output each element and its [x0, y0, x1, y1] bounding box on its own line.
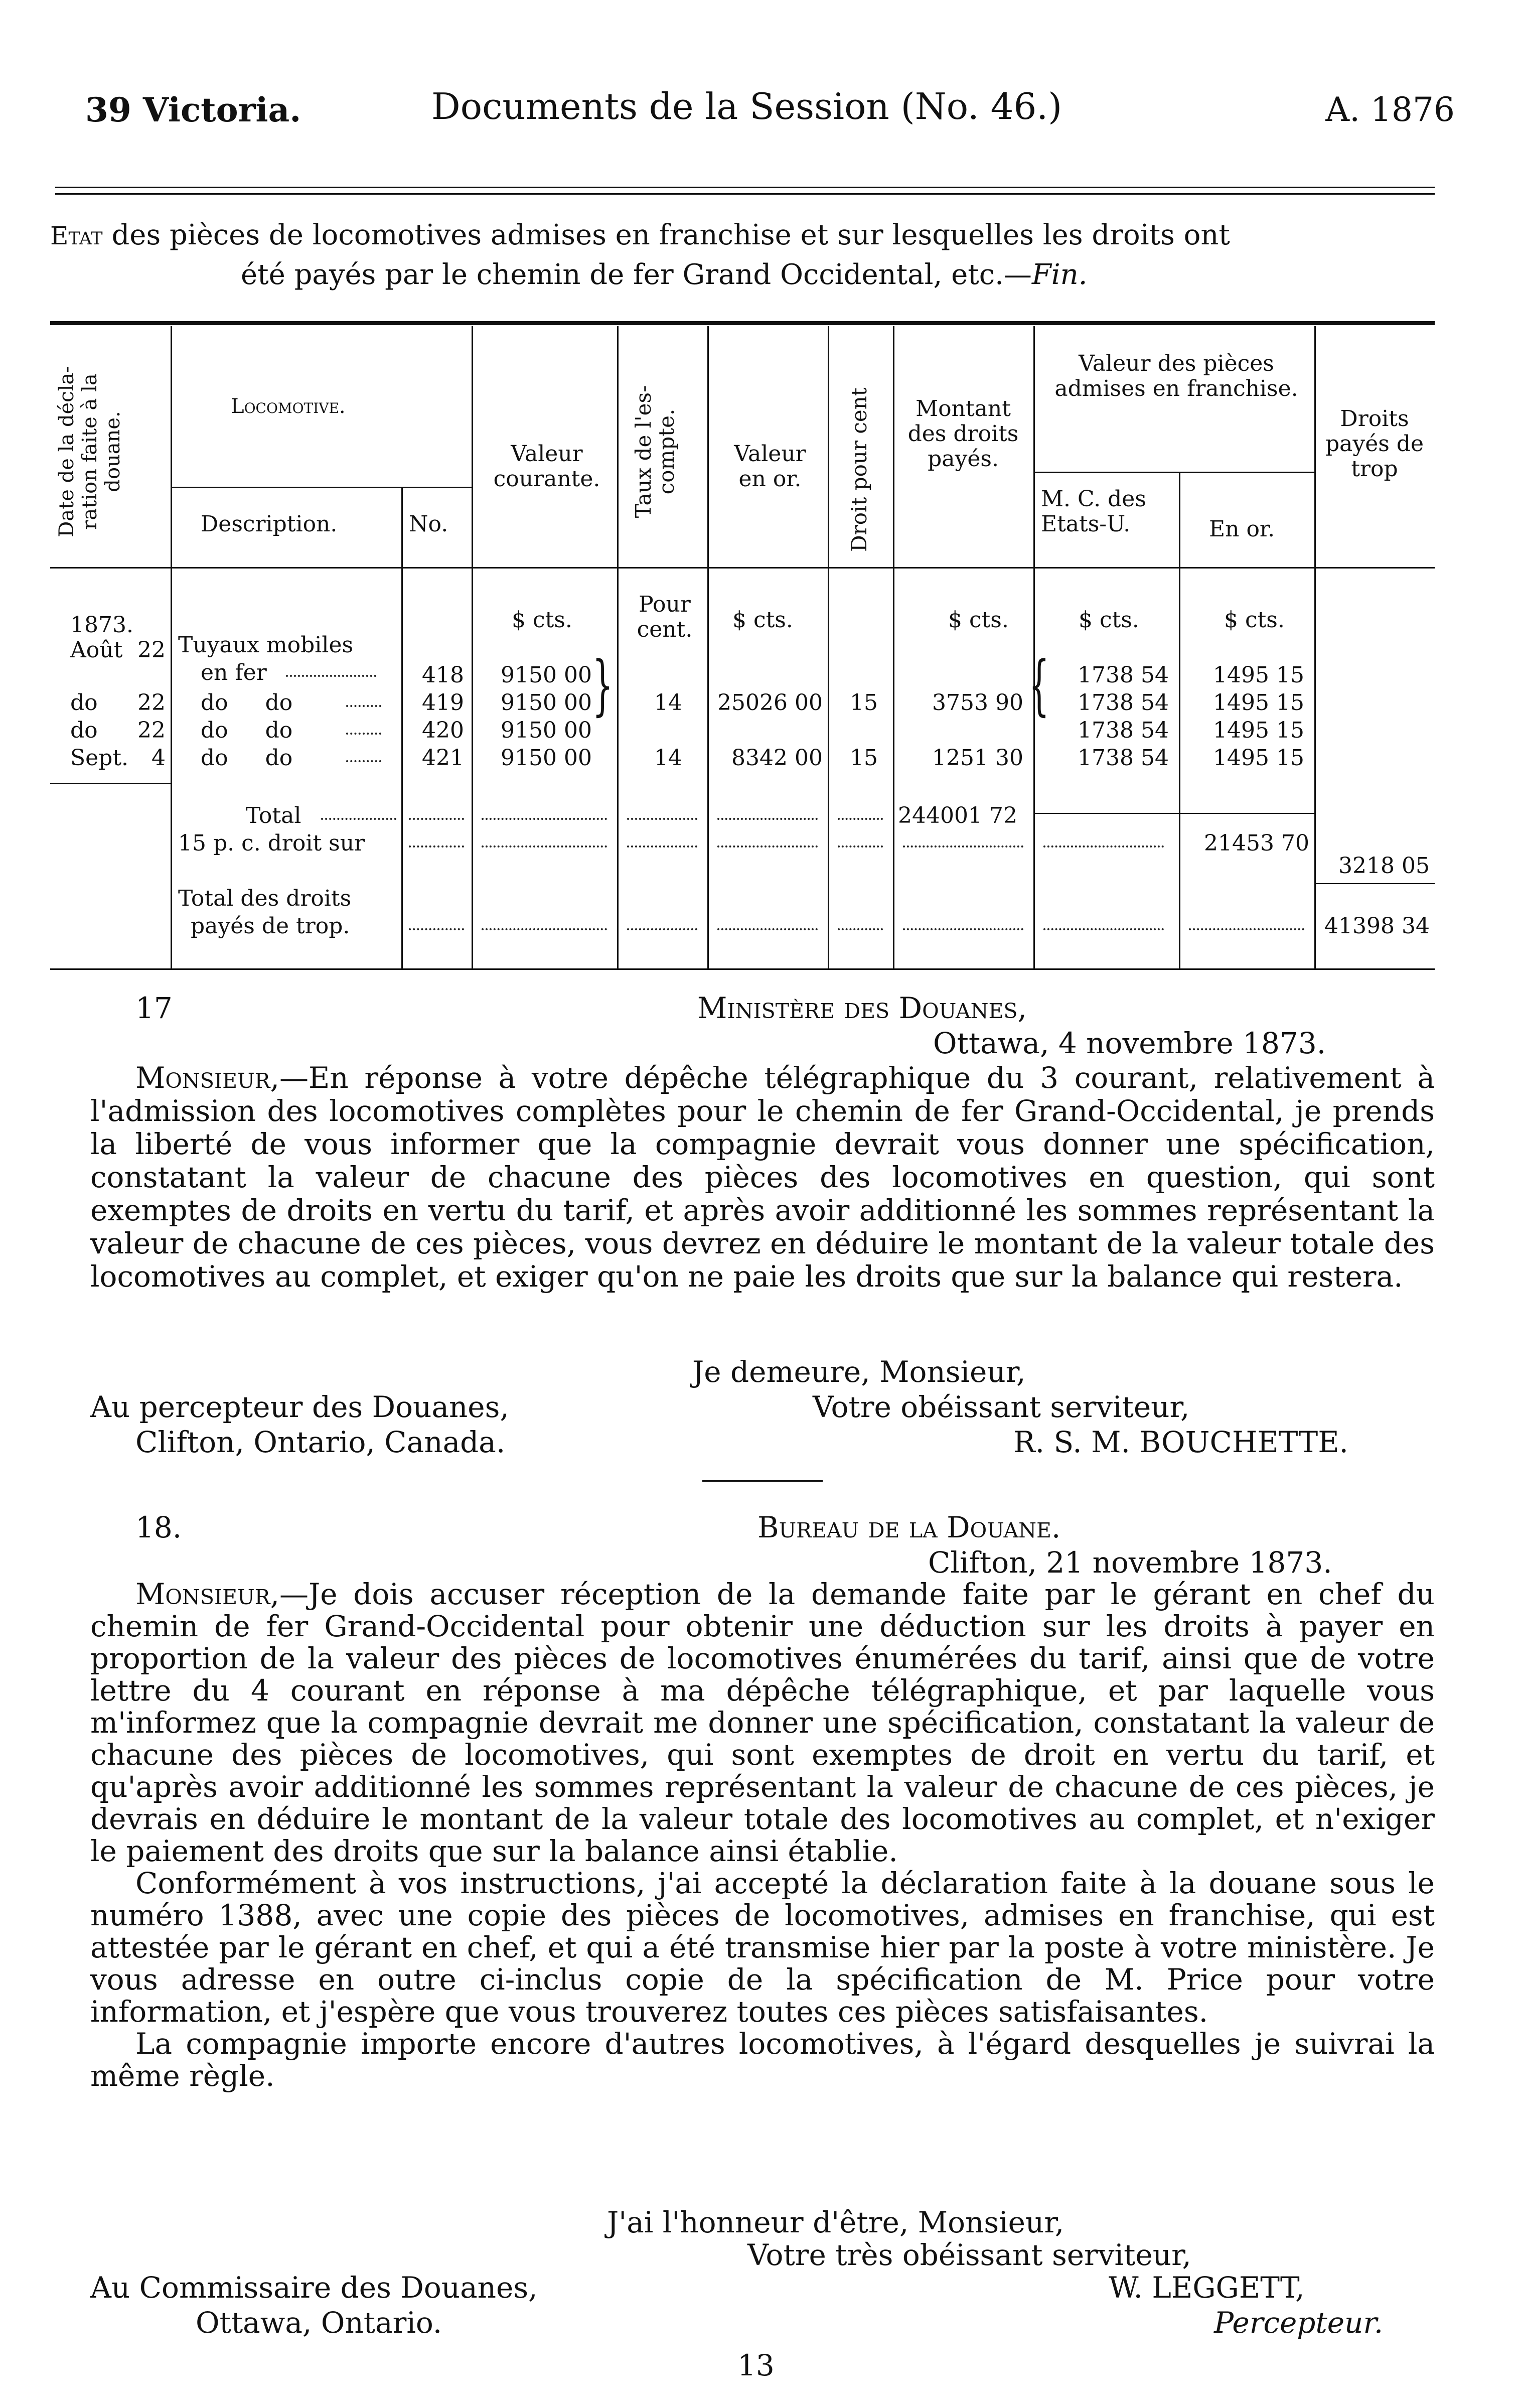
letter-separator: [702, 1480, 823, 1482]
row2-desc: do do: [201, 690, 293, 716]
locomotive-subrule: [171, 487, 472, 488]
table-header-rule: [50, 567, 1435, 569]
row4-desc: do do: [201, 745, 293, 771]
row2-mc: 1738 54: [1078, 690, 1169, 716]
total-droits-leader: [627, 928, 697, 930]
droit-sur-leader: [1043, 845, 1164, 847]
row4-no: 421: [422, 745, 464, 771]
row3-desc: do do: [201, 718, 293, 743]
row1-leader: [286, 675, 376, 677]
col-rule: [893, 326, 894, 968]
row1-month: Août: [70, 637, 123, 663]
total-droits-leader: [482, 928, 607, 930]
droit-sur-trop: 3218 05: [1338, 853, 1430, 879]
col-rule: [401, 487, 403, 968]
letter18-title-text: Percepteur.: [1214, 2306, 1384, 2340]
letter18-paragraph2: Conformément à vos instructions, j'ai accepté la déclaration faite à la douane sous le numéro 1388, avec une copie des pièces de locomotives, admises en franchise, qui est attestée par le gérant en chef, et qui a été transmise hier par la poste à votre ministère. Je vous adresse en outre ci-inclus copie de la spécification de M. Price pour votre information, et j'espère que vous trouverez toutes ces pièces satisfaisantes.: [90, 1866, 1435, 2029]
letter17-paragraph: [90, 1061, 1435, 1293]
state-title: [50, 216, 1435, 295]
row2-valeur: 9150 00: [501, 690, 592, 716]
letter18-title: [1214, 2306, 1383, 2340]
total-leader: [321, 818, 396, 820]
header-no: No.: [409, 511, 448, 537]
droit-sur-leader: [717, 845, 818, 847]
row2-day: 22: [137, 690, 166, 716]
state-title-end: Fin.: [1031, 258, 1088, 291]
row4-day: 4: [151, 745, 166, 771]
rows-end-rule: [50, 783, 171, 784]
total-droits-label1: Total des droits: [178, 886, 352, 911]
row2-or: 1495 15: [1213, 690, 1304, 716]
unit-cts: $ cts.: [512, 607, 572, 633]
unit-cts: $ cts.: [948, 607, 1009, 633]
state-title-line1: des pièces de locomotives admises en franchise et sur lesquelles les droits ont: [111, 219, 1230, 251]
total-leader: [409, 818, 464, 820]
valeur-subrule: [1033, 472, 1314, 473]
header-en-or: En or.: [1209, 516, 1275, 542]
header-date-text: Date de la décla- ration faite à la douane.: [55, 366, 124, 537]
col-rule: [707, 326, 709, 968]
running-header: [80, 75, 1455, 135]
letter18-addressee1: Au Commissaire des Douanes,: [90, 2271, 538, 2305]
header-taux-text: Taux de l'es- compte.: [631, 385, 679, 518]
droit-sur-leader: [409, 845, 464, 847]
letter17-body-text: —En réponse à votre dépêche télégraphique du 3 courant, relativement à l'admission des locomotives complètes pour le chemin de fer Grand-Occidental, je prends la liberté de vous informer que la compagnie devrait vous donner une spécification, constatant la valeur de chacune des pièces des locomotives en question, qui sont exemptes de droits en vertu du tarif, et après avoir additionné les sommes représentant la valeur de chacune de ces pièces, vous devrez en déduire le montant de la valeur totale des locomotives au complet, et exiger qu'on ne paie les droits que sur la balance qui restera.: [90, 1061, 1435, 1294]
letter17-closing2: Votre obéissant serviteur,: [813, 1390, 1190, 1424]
header-left: 39 Victoria.: [85, 90, 301, 129]
row3-month: do: [70, 718, 98, 743]
header-locomotive: Locomotive.: [231, 395, 346, 418]
letter18-addressee2: Ottawa, Ontario.: [196, 2306, 442, 2340]
header-rule-bottom: [55, 193, 1435, 195]
header-droits-payes-trop: Droits payés de trop: [1325, 406, 1424, 482]
table-bottom-rule: [50, 968, 1435, 970]
total-droits-leader: [838, 928, 883, 930]
row3-mc: 1738 54: [1078, 718, 1169, 743]
total-leader: [482, 818, 607, 820]
row4-month: Sept.: [70, 745, 129, 771]
header-valeur-admises: Valeur des pièces admises en franchise.: [1054, 351, 1298, 401]
header-droit-pour-cent-text: Droit pour cent: [847, 387, 871, 552]
letter17-signature: R. S. M. BOUCHETTE.: [1013, 1425, 1348, 1459]
letter18-salutation: Monsieur,: [135, 1577, 279, 1611]
group1-taux: 14: [654, 690, 682, 716]
total-droits-leader: [903, 928, 1023, 930]
row3-leader: [346, 733, 381, 735]
unit-cts: $ cts.: [732, 607, 793, 633]
total-leader: [627, 818, 697, 820]
group2-valeur-or: 8342 00: [731, 745, 823, 771]
header-date: [55, 341, 124, 562]
header-montant: Montant des droits payés.: [907, 396, 1019, 472]
unit-pour-cent: Pour cent.: [637, 592, 693, 642]
droit-sur-leader: [627, 845, 697, 847]
group2-montant: 1251 30: [932, 745, 1023, 771]
row2-month: do: [70, 690, 98, 716]
row4-mc: 1738 54: [1078, 745, 1169, 771]
total-droits-leader: [717, 928, 818, 930]
letter17-number: 17: [135, 991, 173, 1025]
group1-valeur-or: 25026 00: [717, 690, 823, 716]
page-number: 13: [737, 2348, 775, 2382]
total-rule: [1033, 813, 1314, 814]
droit-sur-leader: [903, 845, 1023, 847]
row4-leader: [346, 760, 381, 762]
unit-cts: $ cts.: [1079, 607, 1139, 633]
col-rule: [1314, 326, 1316, 968]
group2-droit: 15: [850, 745, 878, 771]
state-title-line2: été payés par le chemin de fer Grand Occidental, etc.—: [241, 258, 1032, 291]
row3-or: 1495 15: [1213, 718, 1304, 743]
letter18-para1: —Je dois accuser réception de la demande faite par le gérant en chef du chemin de fer Grand-Occidental pour obtenir une déduction sur les droits à payer en proportion de la valeur des pièces de locomotives énumérées du tarif, ainsi que de votre lettre du 4 courant en réponse à ma dépêche télégraphique, et par laquelle vous m'informez que la compagnie devrait me donner une spécification, constatant la valeur de chacune des pièces de locomotives, qui sont exemptes de droit en vertu du tarif, et qu'après avoir additionné les sommes représentant la valeur de chacune de ces pièces, je devrais en déduire le montant de la valeur totale des locomotives au complet, et n'exiger le paiement des droits que sur la balance ainsi établie.: [90, 1577, 1435, 1868]
row-year: 1873.: [70, 612, 133, 638]
letter17-place-date-text: Ottawa, 4 novembre 1873.: [933, 1026, 1326, 1060]
row3-day: 22: [137, 718, 166, 743]
row3-no: 420: [422, 718, 464, 743]
col-rule: [828, 326, 829, 968]
row1-no: 418: [422, 662, 464, 688]
letter17-addressee2: Clifton, Ontario, Canada.: [135, 1425, 506, 1459]
total-leader: [838, 818, 883, 820]
letter17-addressee1: Au percepteur des Douanes,: [90, 1390, 509, 1424]
row1-or: 1495 15: [1213, 662, 1304, 688]
droit-sur-value: 21453 70: [1204, 830, 1309, 856]
header-valeur-or: Valeur en or.: [734, 441, 806, 492]
droit-sur-leader: [482, 845, 607, 847]
row4-or: 1495 15: [1213, 745, 1304, 771]
letter18-paragraph1: [90, 1578, 1435, 1867]
group2-taux: 14: [654, 745, 682, 771]
row2-leader: [346, 705, 381, 707]
unit-cts: $ cts.: [1224, 607, 1285, 633]
row1-day: 22: [137, 637, 166, 663]
header-taux: [632, 346, 678, 557]
group1-droit: 15: [850, 690, 878, 716]
header-description: Description.: [201, 511, 338, 537]
total-droits-label2: payés de trop.: [191, 913, 350, 939]
header-mc-etats: M. C. des Etats-U.: [1041, 486, 1146, 537]
brace-left-mc: {: [1028, 647, 1050, 723]
row2-no: 419: [422, 690, 464, 716]
header-center: Documents de la Session (No. 46.): [431, 85, 1062, 127]
letter18-place-date: [928, 1545, 1332, 1580]
letter18-paragraph3: La compagnie importe encore d'autres locomotives, à l'égard desquelles je suivrai la même règle.: [90, 2027, 1435, 2093]
droit-sur-leader: [838, 845, 883, 847]
col-rule: [171, 326, 172, 968]
letter17-closing1: Je demeure, Monsieur,: [692, 1355, 1026, 1389]
header-valeur-courante: Valeur courante.: [493, 441, 600, 492]
table-top-rule: [50, 321, 1435, 325]
row4-valeur: 9150 00: [501, 745, 592, 771]
row3-valeur: 9150 00: [501, 718, 592, 743]
header-rule-top: [55, 187, 1435, 188]
row1-desc2: en fer: [201, 660, 267, 685]
row1-desc1: Tuyaux mobiles: [178, 632, 354, 658]
letter17-salutation: Monsieur,: [135, 1061, 279, 1095]
header-droit-pour-cent: [848, 341, 871, 552]
total-droits-value: 41398 34: [1324, 913, 1430, 939]
letter18-number: 18.: [135, 1510, 182, 1544]
brace-right-valeur: }: [592, 647, 614, 723]
letter17-office: Ministère des Douanes,: [697, 991, 1027, 1025]
col-rule: [1179, 472, 1180, 968]
state-title-lead: Etat: [50, 221, 103, 250]
total-droits-leader: [409, 928, 464, 930]
total-label: Total: [246, 803, 301, 828]
letter18-signature: W. LEGGETT,: [1109, 2271, 1305, 2305]
total-value: 244001 72: [898, 803, 1017, 828]
letter17-body: [90, 1061, 1435, 1293]
total-droits-leader: [1189, 928, 1304, 930]
letter18-place-date-text: Clifton, 21 novembre 1873.: [928, 1545, 1332, 1580]
letter18-closing1: J'ai l'honneur d'être, Monsieur,: [607, 2205, 1064, 2239]
letter18-office: Bureau de la Douane.: [757, 1510, 1061, 1544]
letter18-closing2: Votre très obéissant serviteur,: [747, 2238, 1191, 2272]
total-leader: [717, 818, 818, 820]
droit-sur-label: 15 p. c. droit sur: [178, 830, 365, 856]
droit-sur-rule: [1314, 883, 1435, 884]
locomotive-table: [50, 321, 1435, 973]
row1-valeur: 9150 00: [501, 662, 592, 688]
letter18-body: [90, 1578, 1435, 2092]
row1-mc: 1738 54: [1078, 662, 1169, 688]
group1-montant: 3753 90: [932, 690, 1023, 716]
col-rule: [472, 326, 473, 968]
header-right: A. 1876: [1325, 90, 1455, 129]
letter17-place-date: [933, 1026, 1326, 1060]
total-droits-leader: [1043, 928, 1164, 930]
col-rule: [617, 326, 619, 968]
